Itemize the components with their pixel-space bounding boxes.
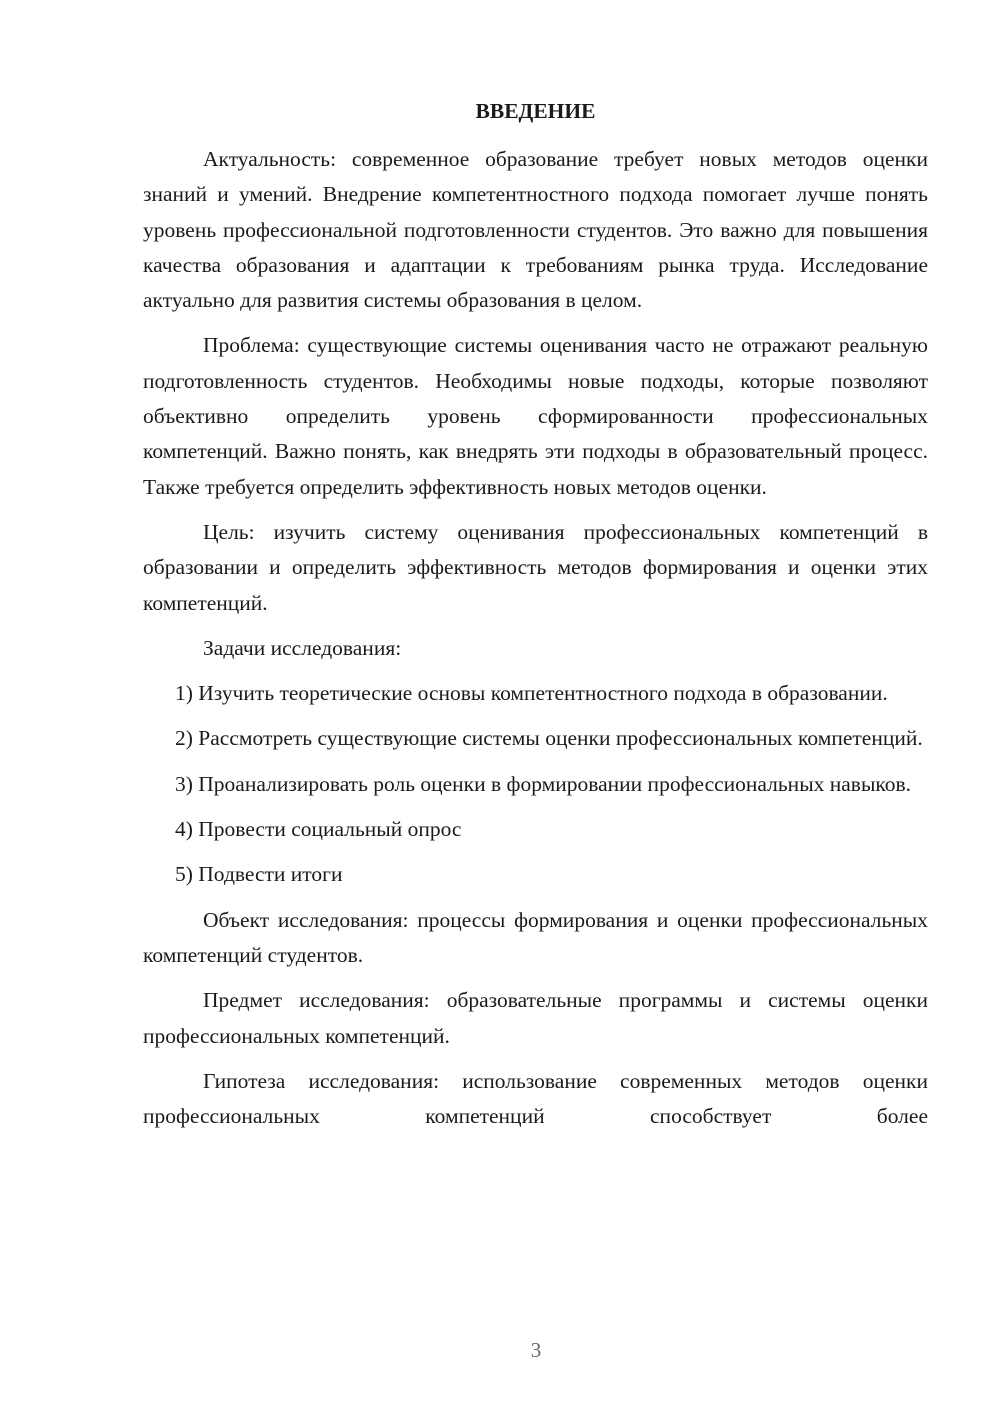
- task-item: 5) Подвести итоги: [175, 862, 343, 887]
- section-title: ВВЕДЕНИЕ: [475, 99, 596, 123]
- tasks-heading: Задачи исследования:: [203, 635, 402, 660]
- task-item: 4) Провести социальный опрос: [175, 817, 462, 842]
- object-paragraph: Объект исследования: процессы формирования и оценки профессиональных компетенций студентов.: [143, 907, 928, 967]
- goal-paragraph: Цель: изучить систему оценивания профессиональных компетенций в образовании и определить эффективность методов формирования и оценки этих компетенций.: [143, 519, 928, 615]
- page-number: 3: [530, 1338, 542, 1362]
- page-content: [143, 94, 928, 1144]
- hypothesis-paragraph: Гипотеза исследования: использование современных методов оценки профессиональных компетенций способствует более: [143, 1068, 928, 1129]
- tasks-list: [143, 676, 928, 892]
- problem-paragraph: Проблема: существующие системы оценивания часто не отражают реальную подготовленность студентов. Необходимы новые подходы, которые позволяют объективно определить уровень сформированности профессиональных компетенций. Важно понять, как внедрять эти подходы в образовательный процесс. Также требуется определить эффективность новых методов оценки.: [143, 333, 928, 499]
- subject-paragraph: Предмет исследования: образовательные программы и системы оценки профессиональных компетенций.: [143, 988, 928, 1048]
- task-item: 3) Проанализировать роль оценки в формировании профессиональных навыков.: [175, 771, 912, 796]
- task-item: 2) Рассмотреть существующие системы оценки профессиональных компетенций.: [175, 726, 923, 751]
- relevance-paragraph: Актуальность: современное образование требует новых методов оценки знаний и умений. Внедрение компетентностного подхода помогает лучше понять уровень профессиональной подготовленности студентов. Это важно для повышения качества образования и адаптации к требованиям рынка труда. Исследование актуально для развития системы образования в целом.: [143, 147, 928, 313]
- task-item: 1) Изучить теоретические основы компетентностного подхода в образовании.: [175, 681, 888, 706]
